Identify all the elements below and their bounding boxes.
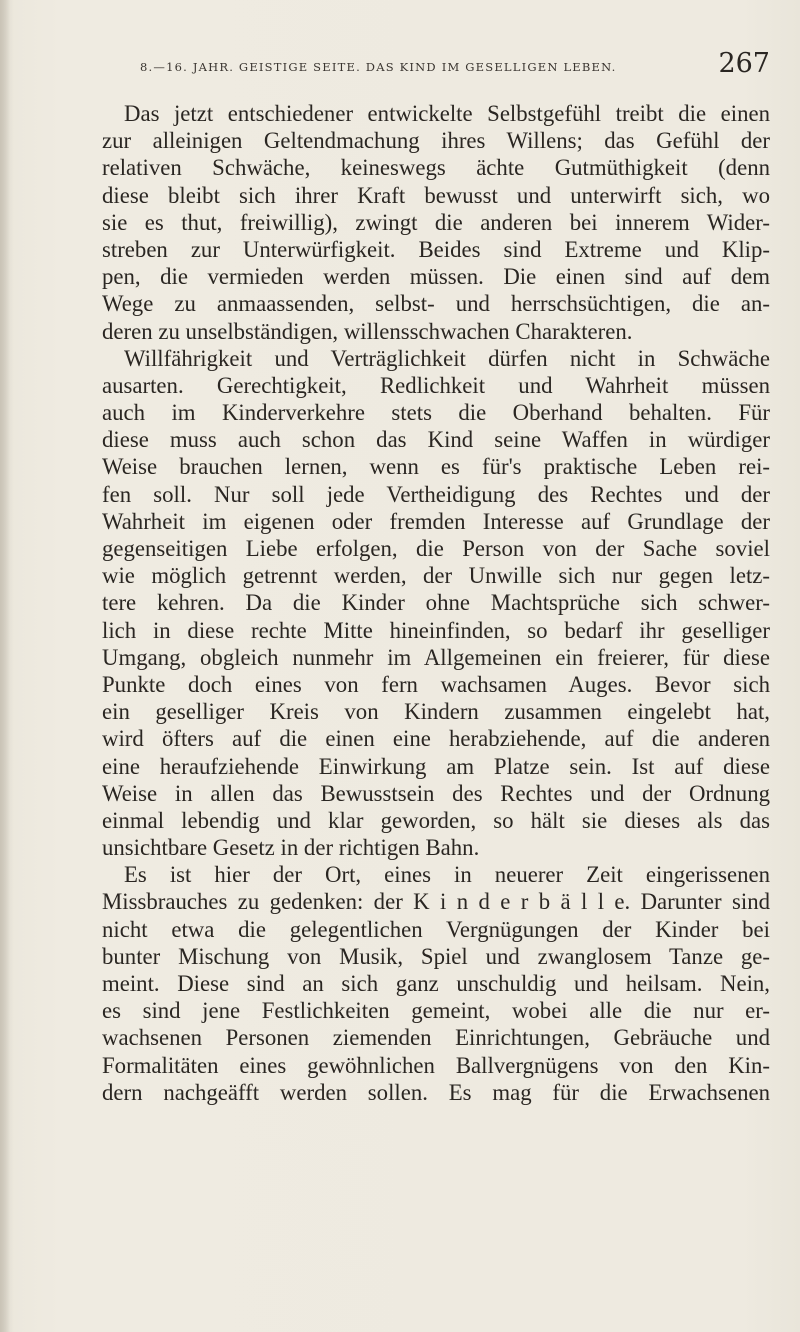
text-line: Weise in allen das Bewusstsein des Rechtes und der Ordnung xyxy=(102,780,770,806)
text-line: relativen Schwäche, keineswegs ächte Gutmüthigkeit (denn xyxy=(102,155,770,181)
text-line: diese bleibt sich ihrer Kraft bewusst und unterwirft sich, wo xyxy=(102,182,770,208)
text-line: wie möglich getrennt werden, der Unwille sich nur gegen letz- xyxy=(102,563,770,589)
page-number: 267 xyxy=(718,48,770,79)
text-line: Punkte doch eines von fern wachsamen Auges. Bevor sich xyxy=(102,671,770,697)
text-line: dern nachgeäfft werden sollen. Es mag für die Erwachsenen xyxy=(102,1079,770,1105)
text-line: pen, die vermieden werden müssen. Die einen sind auf dem xyxy=(102,264,770,290)
text-line: Wege zu anmaassenden, selbst- und herrschsüchtigen, die an- xyxy=(102,291,770,317)
text-line: meint. Diese sind an sich ganz unschuldig und heilsam. Nein, xyxy=(102,971,770,996)
text-line: eine heraufziehende Einwirkung am Platze sein. Ist auf diese xyxy=(102,753,770,779)
text-line: deren zu unselbständigen, willensschwachen Charakteren. xyxy=(102,318,633,344)
running-head xyxy=(140,48,770,88)
body-text xyxy=(102,100,770,1106)
text-line: Das jetzt entschiedener entwickelte Selbstgefühl treibt die einen xyxy=(124,101,770,126)
text-line: fen soll. Nur soll jede Vertheidigung des Rechtes und der xyxy=(102,481,770,507)
text-line: ein geselliger Kreis von Kindern zusammen eingelebt hat, xyxy=(102,699,770,725)
text-line: bunter Mischung von Musik, Spiel und zwanglosem Tanze ge- xyxy=(102,943,770,969)
text-line: sie es thut, freiwillig), zwingt die anderen bei innerem Wider- xyxy=(102,209,770,235)
text-line: gegenseitigen Liebe erfolgen, die Person von der Sache soviel xyxy=(102,536,770,561)
text-line: lich in diese rechte Mitte hineinfinden, so bedarf ihr geselliger xyxy=(102,617,770,643)
text-line: zur alleinigen Geltendmachung ihres Willens; das Gefühl der xyxy=(102,128,770,154)
running-head-text: 8.—16. JAHR. GEISTIGE SEITE. DAS KIND IM GESELLIGEN LEBEN. xyxy=(140,60,617,74)
text-line: wachsenen Personen ziemenden Einrichtungen, Gebräuche und xyxy=(102,1025,770,1051)
text-line: nicht etwa die gelegentlichen Vergnügungen der Kinder bei xyxy=(102,916,770,942)
text-line: Es ist hier der Ort, eines in neuerer Zeit eingerissenen xyxy=(124,862,770,888)
text-line: streben zur Unterwürfigkeit. Beides sind Extreme und Klip- xyxy=(102,236,770,262)
text-line: einmal lebendig und klar geworden, so hält sie dieses als das xyxy=(102,807,770,833)
text-line: es sind jene Festlichkeiten gemeint, wobei alle die nur er- xyxy=(102,998,770,1024)
text-line: Missbrauches zu gedenken: der K i n d e r b ä l l e. Darunter sind xyxy=(102,889,770,915)
text-line: Umgang, obgleich nunmehr im Allgemeinen ein freierer, für diese xyxy=(102,644,770,670)
page-gutter-shadow xyxy=(0,0,10,1332)
text-line: Willfährigkeit und Verträglichkeit dürfen nicht in Schwäche xyxy=(124,345,770,371)
text-line: wird öfters auf die einen eine herabziehende, auf die anderen xyxy=(102,726,770,752)
text-line: unsichtbare Gesetz in der richtigen Bahn. xyxy=(102,835,480,861)
text-line: Weise brauchen lernen, wenn es für's praktische Leben rei- xyxy=(102,454,770,480)
text-line: auch im Kinderverkehre stets die Oberhand behalten. Für xyxy=(102,400,770,426)
text-line: Wahrheit im eigenen oder fremden Interesse auf Grundlage der xyxy=(102,508,770,534)
text-line: diese muss auch schon das Kind seine Waffen in würdiger xyxy=(102,427,770,453)
text-line: Formalitäten eines gewöhnlichen Ballvergnügens von den Kin- xyxy=(102,1052,770,1078)
text-line: tere kehren. Da die Kinder ohne Machtsprüche sich schwer- xyxy=(102,590,770,616)
text-line: ausarten. Gerechtigkeit, Redlichkeit und Wahrheit müssen xyxy=(102,372,770,398)
